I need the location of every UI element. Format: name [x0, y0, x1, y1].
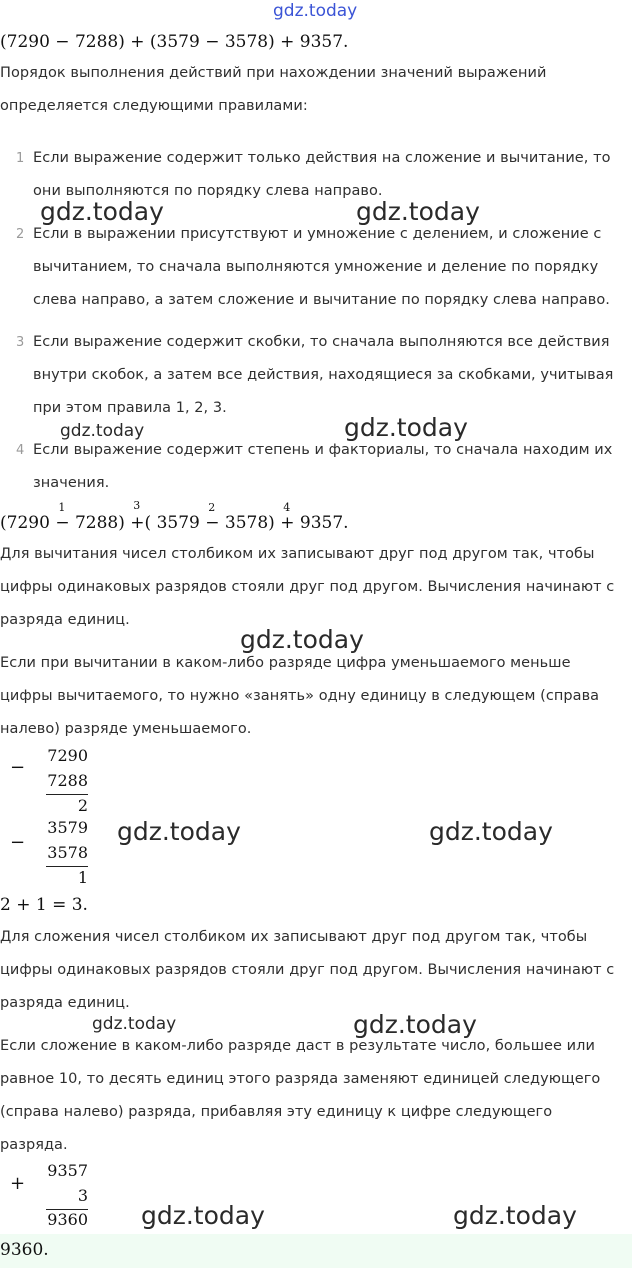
sum-small: 2 + 1 = 3.	[0, 895, 88, 915]
borrow-rule-line: налево) разряде уменьшаемого.	[0, 721, 252, 737]
column-result: 9360	[47, 1210, 88, 1229]
rule-line: Если в выражении присутствуют и умножение с делением, и сложение с	[33, 226, 602, 242]
rule-number: 3	[16, 335, 25, 350]
column-line	[46, 866, 88, 867]
column-sign: +	[10, 1173, 26, 1194]
subtraction-rule-line: цифры одинаковых разрядов стояли друг под другом. Вычисления начинают с	[0, 579, 615, 595]
watermark-top: gdz.today	[273, 1, 358, 21]
watermark: gdz.today	[92, 1014, 177, 1034]
watermark: gdz.today	[141, 1201, 265, 1230]
intro-line: Порядок выполнения действий при нахождении значений выражений	[0, 65, 547, 81]
rule-number: 4	[16, 443, 25, 458]
carry-rule-line: Если сложение в каком-либо разряде даст в результате число, большее или	[0, 1038, 595, 1054]
intro-line: определяется следующими правилами:	[0, 98, 308, 114]
column-sign: −	[10, 832, 26, 853]
borrow-rule-line: Если при вычитании в каком-либо разряде цифра уменьшаемого меньше	[0, 655, 571, 671]
column-top: 7290	[47, 746, 88, 765]
addition-rule-line: Для сложения чисел столбиком их записывают друг под другом так, чтобы	[0, 929, 588, 945]
rule-line: при этом правила 1, 2, 3.	[33, 400, 227, 416]
rule-number: 2	[16, 227, 25, 242]
rule-line: внутри скобок, а затем все действия, находящиеся за скобками, учитывая	[33, 367, 614, 383]
rule-line: значения.	[33, 475, 110, 491]
carry-rule-line: (справа налево) разряда, прибавляя эту единицу к цифре следующего	[0, 1104, 553, 1120]
addition-rule-line: цифры одинаковых разрядов стояли друг под другом. Вычисления начинают с	[0, 962, 615, 978]
order-mark: 3	[133, 499, 141, 512]
order-mark: 4	[283, 501, 291, 514]
column-sign: −	[10, 757, 26, 778]
watermark: gdz.today	[117, 817, 241, 846]
column-top: 9357	[47, 1161, 88, 1180]
rule-line: они выполняются по порядку слева направо.	[33, 183, 383, 199]
order-mark: 2	[208, 501, 216, 514]
watermark: gdz.today	[344, 413, 468, 442]
column-result: 2	[77, 796, 88, 815]
order-mark: 1	[58, 501, 66, 514]
watermark: gdz.today	[40, 197, 164, 226]
answer: 9360.	[0, 1240, 49, 1260]
column-bottom: 7288	[47, 771, 88, 790]
subtraction-rule-line: Для вычитания чисел столбиком их записывают друг под другом так, чтобы	[0, 546, 595, 562]
column-line	[46, 794, 88, 795]
rule-line: Если выражение содержит скобки, то сначала выполняются все действия	[33, 334, 610, 350]
watermark: gdz.today	[429, 817, 553, 846]
addition-rule-line: разряда единиц.	[0, 995, 130, 1011]
column-bottom: 3578	[47, 843, 88, 862]
rule-number: 1	[16, 151, 25, 166]
subtraction-rule-line: разряда единиц.	[0, 612, 130, 628]
carry-rule-line: разряда.	[0, 1137, 68, 1153]
carry-rule-line: равное 10, то десять единиц этого разряда заменяют единицей следующего	[0, 1071, 601, 1087]
watermark: gdz.today	[353, 1010, 477, 1039]
expression: (7290 − 7288) + (3579 − 3578) + 9357.	[0, 32, 349, 52]
rule-line: Если выражение содержит только действия на сложение и вычитание, то	[33, 150, 611, 166]
watermark: gdz.today	[240, 625, 364, 654]
watermark: gdz.today	[356, 197, 480, 226]
rule-line: вычитанием, то сначала выполняются умножение и деление по порядку	[33, 259, 599, 275]
column-top: 3579	[47, 818, 88, 837]
answer-box	[0, 1234, 632, 1268]
borrow-rule-line: цифры вычитаемого, то нужно «занять» одну единицу в следующем (справа	[0, 688, 600, 704]
watermark: gdz.today	[453, 1201, 577, 1230]
watermark: gdz.today	[60, 421, 145, 441]
rule-line: слева направо, а затем сложение и вычитание по порядку слева направо.	[33, 292, 610, 308]
rule-line: Если выражение содержит степень и факториалы, то сначала находим их	[33, 442, 613, 458]
column-bottom: 3	[77, 1186, 88, 1205]
column-result: 1	[77, 868, 88, 887]
order-expression: (7290 1 − 7288) 3 +( 3579 2 − 3578) 4 + 9357.	[0, 499, 349, 533]
